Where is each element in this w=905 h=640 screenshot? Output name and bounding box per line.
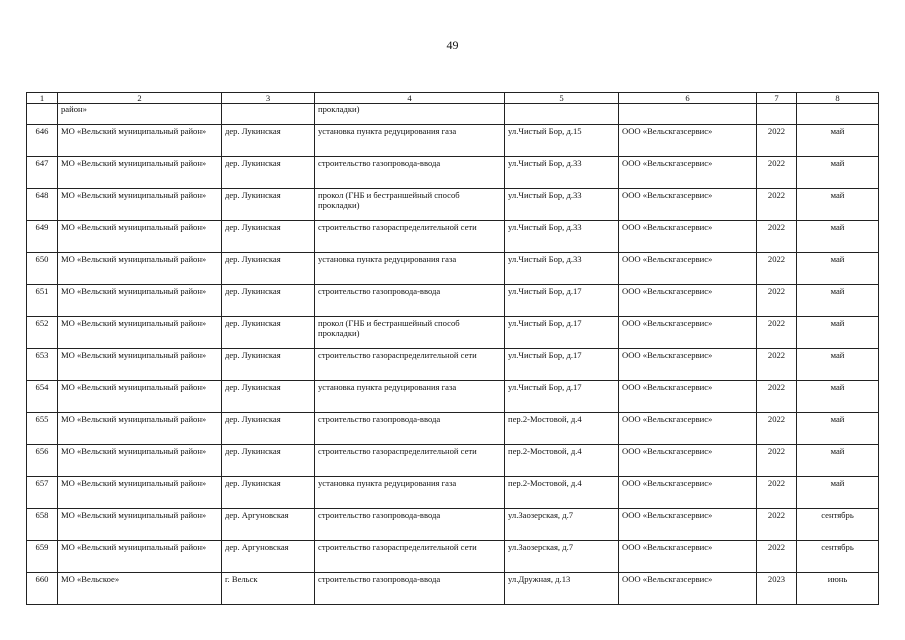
year-cell: 2022 — [757, 125, 797, 157]
month-cell: май — [797, 349, 879, 381]
row-number-cell: 655 — [27, 413, 58, 445]
table-row — [27, 541, 879, 573]
work-type-cell: установка пункта редуцирования газа — [315, 381, 505, 413]
column-header: 2 — [58, 93, 222, 104]
address-cell: ул.Чистый Бор, д.17 — [505, 285, 619, 317]
row-number-cell: 656 — [27, 445, 58, 477]
municipality-cell: МО «Вельский муниципальный район» — [58, 445, 222, 477]
row-number-cell: 652 — [27, 317, 58, 349]
settlement-cell: дер. Лукинская — [222, 253, 315, 285]
month-cell: май — [797, 189, 879, 221]
settlement-cell: дер. Лукинская — [222, 285, 315, 317]
work-type-cell: установка пункта редуцирования газа — [315, 125, 505, 157]
settlement-cell: дер. Лукинская — [222, 349, 315, 381]
contractor-cell: ООО «Вельскгазсервис» — [619, 541, 757, 573]
address-cell: пер.2-Мостовой, д.4 — [505, 477, 619, 509]
table-cell — [505, 104, 619, 125]
table-cell — [619, 104, 757, 125]
address-cell: ул.Дружная, д.13 — [505, 573, 619, 605]
settlement-cell: дер. Лукинская — [222, 221, 315, 253]
work-type-cell: прокол (ГНБ и бестраншейный способ прокладки) — [315, 317, 505, 349]
municipality-cell: МО «Вельский муниципальный район» — [58, 125, 222, 157]
row-number-cell: 647 — [27, 157, 58, 189]
table-row — [27, 157, 879, 189]
gasification-schedule-table — [26, 92, 879, 605]
settlement-cell: дер. Лукинская — [222, 381, 315, 413]
address-cell: пер.2-Мостовой, д.4 — [505, 413, 619, 445]
table-cell: прокладки) — [315, 104, 505, 125]
row-number-cell: 649 — [27, 221, 58, 253]
year-cell: 2022 — [757, 285, 797, 317]
settlement-cell: дер. Лукинская — [222, 445, 315, 477]
table-cell — [222, 104, 315, 125]
table-row — [27, 509, 879, 541]
work-type-cell: установка пункта редуцирования газа — [315, 477, 505, 509]
settlement-cell: дер. Лукинская — [222, 413, 315, 445]
municipality-cell: МО «Вельский муниципальный район» — [58, 221, 222, 253]
year-cell: 2022 — [757, 317, 797, 349]
contractor-cell: ООО «Вельскгазсервис» — [619, 509, 757, 541]
year-cell: 2022 — [757, 413, 797, 445]
month-cell: май — [797, 157, 879, 189]
municipality-cell: МО «Вельский муниципальный район» — [58, 509, 222, 541]
month-cell: май — [797, 221, 879, 253]
table-row — [27, 125, 879, 157]
address-cell: ул.Заозерская, д.7 — [505, 541, 619, 573]
month-cell: сентябрь — [797, 509, 879, 541]
month-cell: май — [797, 253, 879, 285]
row-number-cell: 660 — [27, 573, 58, 605]
address-cell: ул.Заозерская, д.7 — [505, 509, 619, 541]
municipality-cell: МО «Вельский муниципальный район» — [58, 413, 222, 445]
table-cell — [27, 104, 58, 125]
municipality-cell: МО «Вельский муниципальный район» — [58, 349, 222, 381]
settlement-cell: г. Вельск — [222, 573, 315, 605]
work-type-cell: строительство газопровода-ввода — [315, 413, 505, 445]
row-number-cell: 648 — [27, 189, 58, 221]
contractor-cell: ООО «Вельскгазсервис» — [619, 381, 757, 413]
column-header: 5 — [505, 93, 619, 104]
table-cell: район» — [58, 104, 222, 125]
settlement-cell: дер. Лукинская — [222, 317, 315, 349]
table-row — [27, 317, 879, 349]
work-type-cell: строительство газопровода-ввода — [315, 157, 505, 189]
year-cell: 2022 — [757, 509, 797, 541]
month-cell: май — [797, 477, 879, 509]
municipality-cell: МО «Вельский муниципальный район» — [58, 541, 222, 573]
settlement-cell: дер. Лукинская — [222, 477, 315, 509]
contractor-cell: ООО «Вельскгазсервис» — [619, 413, 757, 445]
work-type-cell: строительство газораспределительной сети — [315, 349, 505, 381]
municipality-cell: МО «Вельский муниципальный район» — [58, 317, 222, 349]
row-number-cell: 658 — [27, 509, 58, 541]
address-cell: ул.Чистый Бор, д.33 — [505, 157, 619, 189]
year-cell: 2022 — [757, 221, 797, 253]
municipality-cell: МО «Вельский муниципальный район» — [58, 477, 222, 509]
table-row — [27, 477, 879, 509]
work-type-cell: строительство газораспределительной сети — [315, 541, 505, 573]
table-row — [27, 573, 879, 605]
table-row — [27, 413, 879, 445]
contractor-cell: ООО «Вельскгазсервис» — [619, 349, 757, 381]
year-cell: 2023 — [757, 573, 797, 605]
month-cell: сентябрь — [797, 541, 879, 573]
contractor-cell: ООО «Вельскгазсервис» — [619, 189, 757, 221]
settlement-cell: дер. Аргуновская — [222, 541, 315, 573]
year-cell: 2022 — [757, 253, 797, 285]
contractor-cell: ООО «Вельскгазсервис» — [619, 253, 757, 285]
table-row — [27, 381, 879, 413]
table-row — [27, 349, 879, 381]
address-cell: ул.Чистый Бор, д.17 — [505, 381, 619, 413]
column-header: 8 — [797, 93, 879, 104]
row-number-cell: 654 — [27, 381, 58, 413]
municipality-cell: МО «Вельский муниципальный район» — [58, 157, 222, 189]
municipality-cell: МО «Вельский муниципальный район» — [58, 285, 222, 317]
work-type-cell: прокол (ГНБ и бестраншейный способ прокладки) — [315, 189, 505, 221]
settlement-cell: дер. Лукинская — [222, 157, 315, 189]
contractor-cell: ООО «Вельскгазсервис» — [619, 445, 757, 477]
address-cell: ул.Чистый Бор, д.33 — [505, 189, 619, 221]
table-row — [27, 189, 879, 221]
continuation-row — [27, 104, 879, 125]
address-cell: ул.Чистый Бор, д.17 — [505, 349, 619, 381]
column-header: 1 — [27, 93, 58, 104]
table-body — [27, 104, 879, 605]
contractor-cell: ООО «Вельскгазсервис» — [619, 477, 757, 509]
municipality-cell: МО «Вельский муниципальный район» — [58, 253, 222, 285]
address-cell: ул.Чистый Бор, д.17 — [505, 317, 619, 349]
address-cell: пер.2-Мостовой, д.4 — [505, 445, 619, 477]
month-cell: май — [797, 317, 879, 349]
row-number-cell: 659 — [27, 541, 58, 573]
contractor-cell: ООО «Вельскгазсервис» — [619, 125, 757, 157]
table-cell — [797, 104, 879, 125]
work-type-cell: строительство газопровода-ввода — [315, 573, 505, 605]
year-cell: 2022 — [757, 477, 797, 509]
column-number-row — [27, 93, 879, 104]
table-cell — [757, 104, 797, 125]
row-number-cell: 653 — [27, 349, 58, 381]
address-cell: ул.Чистый Бор, д.33 — [505, 253, 619, 285]
municipality-cell: МО «Вельский муниципальный район» — [58, 189, 222, 221]
work-type-cell: строительство газораспределительной сети — [315, 445, 505, 477]
table-row — [27, 221, 879, 253]
month-cell: май — [797, 413, 879, 445]
column-header: 3 — [222, 93, 315, 104]
table-row — [27, 253, 879, 285]
month-cell: май — [797, 285, 879, 317]
column-header: 7 — [757, 93, 797, 104]
year-cell: 2022 — [757, 445, 797, 477]
settlement-cell: дер. Лукинская — [222, 125, 315, 157]
contractor-cell: ООО «Вельскгазсервис» — [619, 221, 757, 253]
municipality-cell: МО «Вельский муниципальный район» — [58, 381, 222, 413]
column-header: 6 — [619, 93, 757, 104]
row-number-cell: 646 — [27, 125, 58, 157]
settlement-cell: дер. Аргуновская — [222, 509, 315, 541]
work-type-cell: строительство газопровода-ввода — [315, 509, 505, 541]
month-cell: май — [797, 445, 879, 477]
month-cell: июнь — [797, 573, 879, 605]
column-header: 4 — [315, 93, 505, 104]
work-type-cell: установка пункта редуцирования газа — [315, 253, 505, 285]
page-number: 49 — [446, 38, 459, 52]
month-cell: май — [797, 381, 879, 413]
settlement-cell: дер. Лукинская — [222, 189, 315, 221]
contractor-cell: ООО «Вельскгазсервис» — [619, 573, 757, 605]
row-number-cell: 657 — [27, 477, 58, 509]
contractor-cell: ООО «Вельскгазсервис» — [619, 285, 757, 317]
year-cell: 2022 — [757, 381, 797, 413]
municipality-cell: МО «Вельское» — [58, 573, 222, 605]
row-number-cell: 650 — [27, 253, 58, 285]
table-row — [27, 285, 879, 317]
work-type-cell: строительство газопровода-ввода — [315, 285, 505, 317]
row-number-cell: 651 — [27, 285, 58, 317]
address-cell: ул.Чистый Бор, д.33 — [505, 221, 619, 253]
address-cell: ул.Чистый Бор, д.15 — [505, 125, 619, 157]
month-cell: май — [797, 125, 879, 157]
contractor-cell: ООО «Вельскгазсервис» — [619, 157, 757, 189]
work-type-cell: строительство газораспределительной сети — [315, 221, 505, 253]
year-cell: 2022 — [757, 189, 797, 221]
table-row — [27, 445, 879, 477]
year-cell: 2022 — [757, 349, 797, 381]
contractor-cell: ООО «Вельскгазсервис» — [619, 317, 757, 349]
year-cell: 2022 — [757, 157, 797, 189]
year-cell: 2022 — [757, 541, 797, 573]
